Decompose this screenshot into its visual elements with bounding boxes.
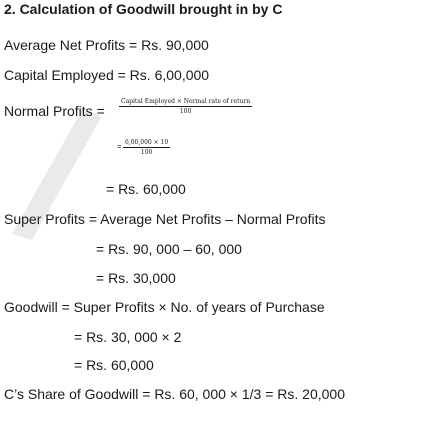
goodwill-result: = Rs. 60,000 <box>74 357 154 373</box>
average-net-profits-line: Average Net Profits = Rs. 90,000 <box>4 37 209 53</box>
goodwill-definition: Goodwill = Super Profits × No. of years of Purchase <box>4 299 325 315</box>
super-profits-definition: Super Profits = Average Net Profits – Normal Profits <box>4 211 326 227</box>
section-heading: 2. Calculation of Goodwill brought in by C <box>4 1 283 17</box>
substitution-denominator: 100 <box>140 149 153 156</box>
super-profits-result: = Rs. 30,000 <box>96 270 176 286</box>
super-profits-calculation: = Rs. 90, 000 – 60, 000 <box>96 241 242 257</box>
formula-numerator: Capital Employed × Normal rate of return <box>121 98 251 105</box>
normal-profits-substitution <box>123 139 170 157</box>
normal-profits-result: = Rs. 60,000 <box>106 181 186 197</box>
normal-profits-formula <box>119 98 252 116</box>
goodwill-calculation: = Rs. 30, 000 × 2 <box>74 329 182 345</box>
formula-substitution-equals: = <box>117 142 122 151</box>
substitution-numerator: 6,00,000 × 10 <box>125 139 169 146</box>
capital-employed-line: Capital Employed = Rs. 6,00,000 <box>4 67 210 83</box>
formula-denominator: 100 <box>179 108 192 115</box>
c-share-of-goodwill: C’s Share of Goodwill = Rs. 60, 000 × 1/3 = Rs. 20,000 <box>4 386 345 402</box>
normal-profits-label: Normal Profits = <box>4 103 105 119</box>
